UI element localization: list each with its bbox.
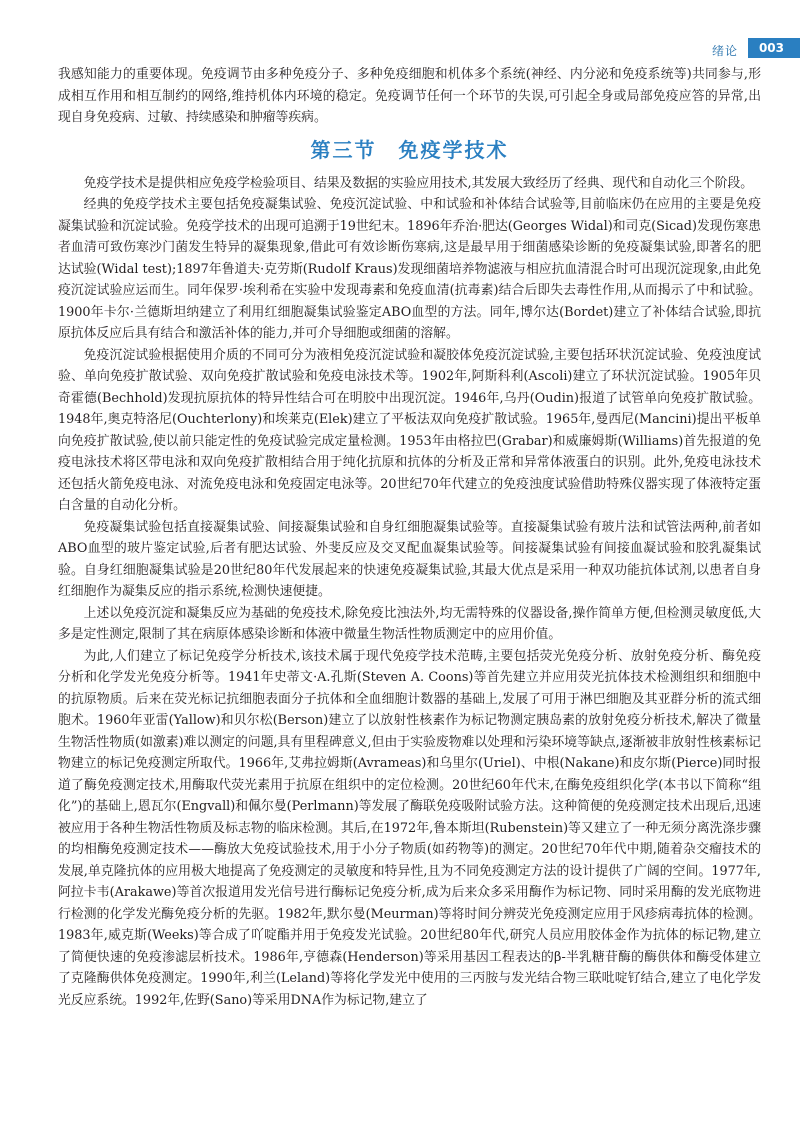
paragraph: 为此,人们建立了标记免疫学分析技术,该技术属于现代免疫学技术范畴,主要包括荧光免疫分析、放射免疫分析、酶免疫分析和化学发光免疫分析等。1941年史蒂文·A.孔斯(Steven A. Coons)等首先建立并应用荧光抗体技术检测组织和细胞中的抗原物质。后来在荧光标记抗细胞表面分子抗体和全血细胞计数器的基础上,发展了可用于淋巴细胞及其亚群分析的流式细胞术。1960年亚雷(Yallow)和贝尔松(Berson)建立了以放射性核素作为标记物测定胰岛素的放射免疫分析技术,解决了微量生物活性物质(如激素)难以测定的问题,具有里程碑意义,但由于实验废物难以处理和污染环境等缺点,逐渐被非放射性核素标记物建立的标记免疫测定所取代。1966年,艾弗拉姆斯(Avrameas)和乌里尔(Uriel)、中根(Nakane)和皮尔斯(Pierce)同时报道了酶免疫测定技术,用酶取代荧光素用于抗原在组织中的定位检测。20世纪60年代末,在酶免疫组织化学(本书以下简称“组化”)的基础上,恩瓦尔(Engvall)和佩尔曼(Perlmann)等发展了酶联免疫吸附试验方法。这种简便的免疫测定技术出现后,迅速被应用于各种生物活性物质及标志物的临床检测。其后,在1972年,鲁本斯坦(Rubenstein)等又建立了一种无须分离洗涤步骤的均相酶免疫测定技术——酶放大免疫试验技术,用于小分子物质(如药物等)的测定。20世纪70年代中期,随着杂交瘤技术的发展,单克隆抗体的应用极大地提高了免疫测定的灵敏度和特异性,且为不同免疫测定方法的设计提供了广阔的空间。1977年,阿拉卡韦(Arakawe)等首次报道用发光信号进行酶标记免疫分析,成为后来众多采用酶作为标记物、同时采用酶的发光底物进行检测的化学发光酶免疫分析的先驱。1982年,默尔曼(Meurman)等将时间分辨荧光免疫测定应用于风疹病毒抗体的检测。1983年,威克斯(Weeks)等合成了吖啶酯并用于免疫发光试验。20世纪80年代,研究人员应用胶体金作为抗体的标记物,建立了简便快速的免疫渗滤层析技术。1986年,亨德森(Henderson)等采用基因工程表达的β-半乳糖苷酶的酶供体和酶受体建立了克隆酶供体免疫测定。1990年,利兰(Leland)等将化学发光中使用的三丙胺与发光结合物三联吡啶钌结合,建立了电化学发光反应系统。1992年,佐野(Sano)等采用DNA作为标记物,建立了 (58, 648, 761, 1008)
page-number: 003 (758, 41, 784, 55)
paragraph: 上述以免疫沉淀和凝集反应为基础的免疫技术,除免疫比浊法外,均无需特殊的仪器设备,操作简单方便,但检测灵敏度低,大多是定性测定,限制了其在病原体感染诊断和体液中微量生物活性物质测定中的应用价值。 (58, 605, 761, 642)
page-header (0, 0, 800, 60)
paragraph: 经典的免疫学技术主要包括免疫凝集试验、免疫沉淀试验、中和试验和补体结合试验等,目前临床仍在应用的主要是免疫凝集试验和沉淀试验。免疫学技术的出现可追溯于19世纪末。1896年乔治·肥达(Georges Widal)和司克(Sicad)发现伤寒患者血清可致伤寒沙门菌发生特异的凝集现象,借此可有效诊断伤寒病,这是最早用于细菌感染诊断的免疫凝集试验,即著名的肥达试验(Widal test);1897年鲁道夫·克劳斯(Rudolf Kraus)发现细菌培养物滤液与相应抗血清混合时可出现沉淀现象,由此免疫沉淀试验应运而生。同年保罗·埃利希在实验中发现毒素和免疫血清(抗毒素)结合后即失去毒性作用,从而揭示了中和试验。1900年卡尔·兰德斯坦纳建立了利用红细胞凝集试验鉴定ABO血型的方法。同年,博尔达(Bordet)建立了补体结合试验,即抗原抗体反应后具有结合和激活补体的能力,并可介导细胞或细菌的溶解。 (58, 197, 761, 341)
paragraph: 免疫沉淀试验根据使用介质的不同可分为液相免疫沉淀试验和凝胶体免疫沉淀试验,主要包括环状沉淀试验、免疫浊度试验、单向免疫扩散试验、双向免疫扩散试验和免疫电泳技术等。1902年,阿斯科利(Ascoli)建立了环状沉淀试验。1905年贝奇霍德(Bechhold)发现抗原抗体的特异性结合可在明胶中出现沉淀。1946年,乌丹(Oudin)报道了试管单向免疫扩散试验。1948年,奥克特洛尼(Ouchterlony)和埃莱克(Elek)建立了平板法双向免疫扩散试验。1965年,曼西尼(Mancini)提出平板单向免疫扩散试验,使以前只能定性的免疫试验完成定量检测。1953年由格拉巴(Grabar)和威廉姆斯(Williams)首先报道的免疫电泳技术将区带电泳和双向免疫扩散相结合用于纯化抗原和抗体的分析及正常和异常体液蛋白的识别。此外,免疫电泳技术还包括火箭免疫电泳、对流免疫电泳和免疫固定电泳等。20世纪70年代建立的免疫浊度试验借助特殊仪器实现了体液特定蛋白含量的自动化分析。 (58, 347, 761, 513)
section-number: 第三节 (310, 137, 377, 162)
section-heading (58, 135, 761, 165)
section-title: 免疫学技术 (398, 137, 509, 162)
running-head-chapter: 绪论 (711, 44, 738, 58)
paragraph: 免疫学技术是提供相应免疫学检验项目、结果及数据的实验应用技术,其发展大致经历了经典、现代和自动化三个阶段。 (83, 175, 754, 191)
body-text (58, 64, 761, 1011)
continuation-paragraph: 我感知能力的重要体现。免疫调节由多种免疫分子、多种免疫细胞和机体多个系统(神经、内分泌和免疫系统等)共同参与,形成相互作用和相互制约的网络,维持机体内环境的稳定。免疫调节任何一个环节的失误,可引起全身或局部免疫应答的异常,出现自身免疫病、过敏、持续感染和肿瘤等疾病。 (58, 67, 761, 125)
paragraph: 免疫凝集试验包括直接凝集试验、间接凝集试验和自身红细胞凝集试验等。直接凝集试验有玻片法和试管法两种,前者如ABO血型的玻片鉴定试验,后者有肥达试验、外斐反应及交叉配血凝集试验等。间接凝集试验有间接血凝试验和胶乳凝集试验。自身红细胞凝集试验是20世纪80年代发展起来的快速免疫凝集试验,其最大优点是采用一种双功能抗体试剂,以患者自身红细胞作为凝集反应的指示系统,检测快速便捷。 (58, 519, 761, 599)
